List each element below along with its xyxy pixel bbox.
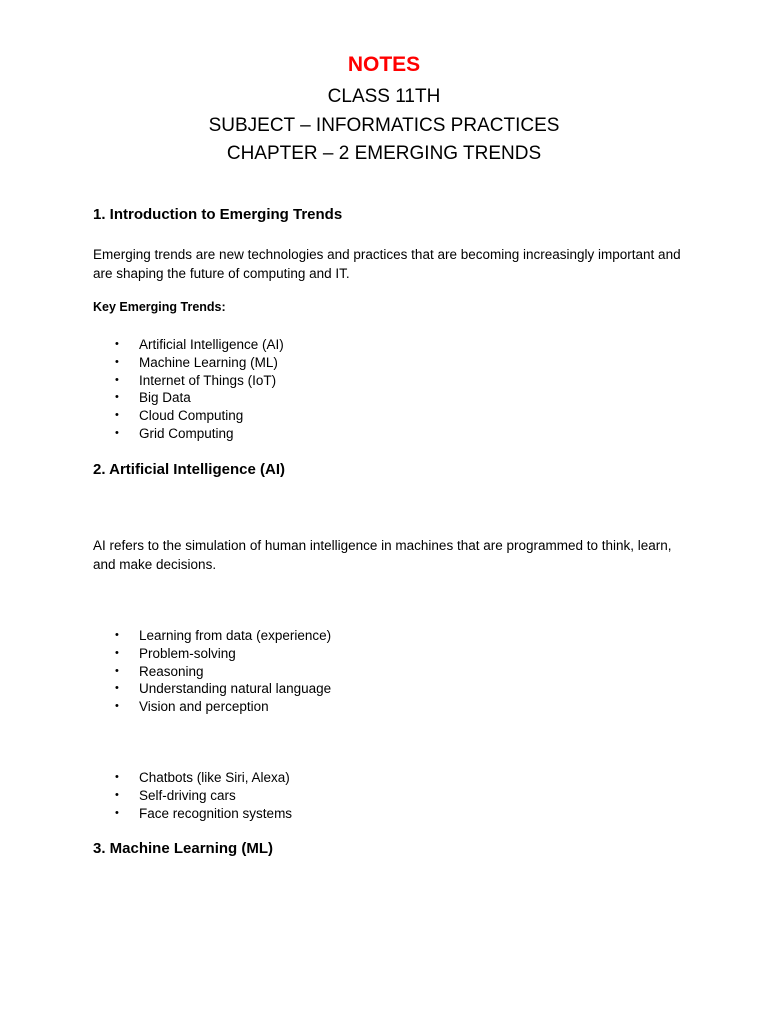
bullet-icon: •: [115, 426, 119, 439]
list-item: • Grid Computing: [115, 425, 234, 441]
ai-features-list: [0, 627, 331, 716]
section-heading-ml: 3. Machine Learning (ML): [93, 840, 274, 857]
chapter-title: CHAPTER – 2 EMERGING TRENDS: [226, 143, 542, 164]
ai-examples-list: [0, 769, 292, 822]
list-item: • Learning from data (experience): [115, 628, 332, 643]
bullet-icon: •: [115, 646, 119, 659]
list-item: • Internet of Things (IoT): [115, 372, 277, 388]
bullet-icon: •: [115, 373, 119, 386]
bullet-icon: •: [115, 391, 119, 404]
intro-paragraph: Emerging trends are new technologies and practices that are becoming increasingly important and are shaping the future of computing and IT.: [93, 247, 681, 281]
bullet-icon: •: [115, 788, 119, 801]
list-item: • Vision and perception: [115, 699, 269, 715]
notes-title: NOTES: [347, 53, 421, 76]
bullet-icon: •: [115, 771, 119, 783]
list-item: • Chatbots (like Siri, Alexa): [115, 770, 290, 785]
class-title: CLASS 11TH: [327, 86, 441, 107]
section-heading-ai: 2. Artificial Intelligence (AI): [93, 461, 285, 478]
bullet-icon: •: [115, 338, 119, 350]
list-item: • Reasoning: [115, 663, 204, 679]
list-item: • Self-driving cars: [115, 787, 236, 803]
list-item: • Problem-solving: [115, 645, 236, 661]
key-trends-list: [0, 336, 284, 443]
key-trends-subheading: Key Emerging Trends:: [93, 300, 226, 314]
bullet-icon: •: [115, 629, 119, 641]
list-item: • Machine Learning (ML): [115, 354, 278, 370]
ai-paragraph: AI refers to the simulation of human intelligence in machines that are programmed to think, learn, and make decisions.: [93, 538, 672, 572]
bullet-icon: •: [115, 355, 119, 368]
section-heading-intro: 1. Introduction to Emerging Trends: [93, 206, 343, 223]
list-item: • Face recognition systems: [115, 805, 293, 821]
bullet-icon: •: [115, 682, 119, 695]
bullet-icon: •: [115, 700, 119, 713]
list-item: • Cloud Computing: [115, 408, 244, 424]
bullet-icon: •: [115, 409, 119, 422]
bullet-icon: •: [115, 806, 119, 819]
subject-title: SUBJECT – INFORMATICS PRACTICES: [208, 115, 560, 136]
list-item: • Artificial Intelligence (AI): [115, 337, 284, 352]
list-item: • Understanding natural language: [115, 681, 332, 697]
bullet-icon: •: [115, 664, 119, 677]
list-item: • Big Data: [115, 390, 191, 406]
